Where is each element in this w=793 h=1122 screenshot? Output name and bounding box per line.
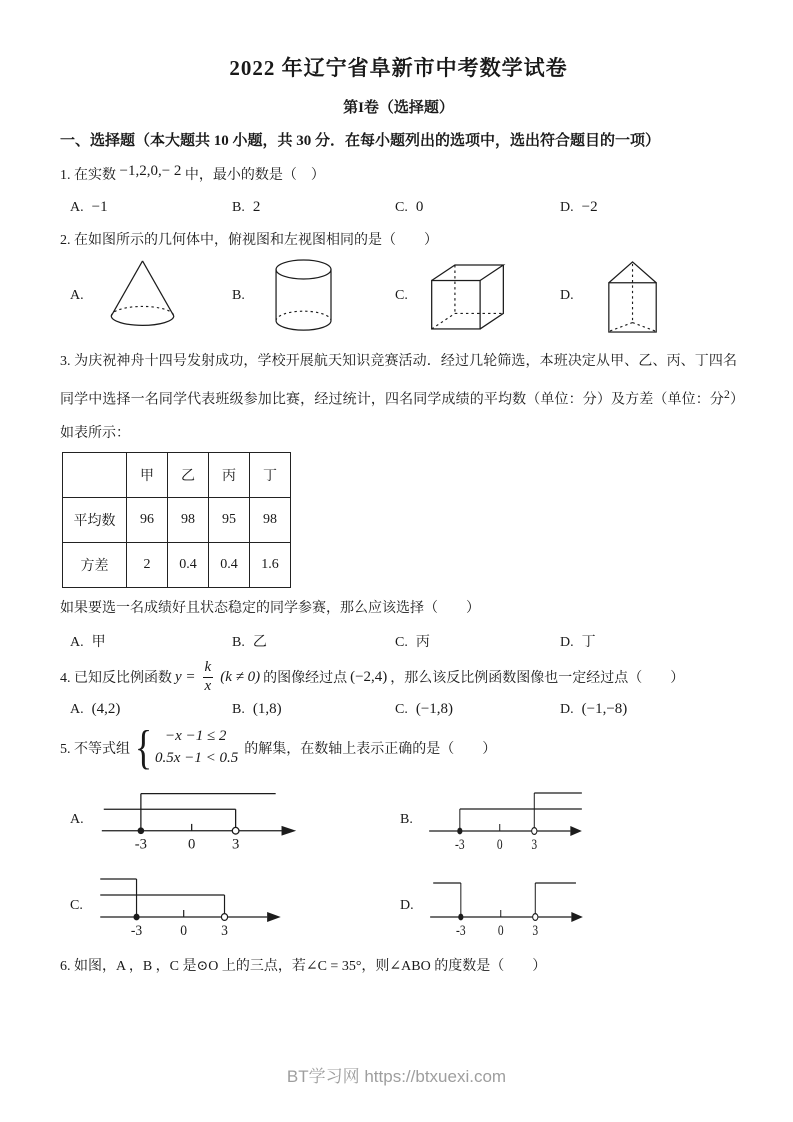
inequality-system <box>155 726 238 770</box>
q4-options <box>60 701 737 718</box>
svg-text:-3: -3 <box>130 922 143 939</box>
q4-suffix: ，那么该反比例函数图像也一定经过点（ ） <box>390 671 685 687</box>
q1-option-d: D. −2 <box>560 199 598 216</box>
q5-option-c: C. -3 0 3 <box>70 866 400 946</box>
svg-text:3: 3 <box>220 922 228 939</box>
table-row-mean <box>63 497 291 542</box>
cube-figure <box>422 254 514 339</box>
inequality-2: 0.5x −1 < 0.5 <box>155 749 239 766</box>
numberline-c <box>93 871 288 941</box>
table-header-ding: 丁 <box>250 452 291 497</box>
fraction-denominator: x <box>204 677 212 694</box>
svg-text:-3: -3 <box>454 835 465 853</box>
q5-numberline-options <box>60 780 737 946</box>
cylinder-figure <box>259 254 349 339</box>
q3-text-after: ）如表所示： <box>60 392 738 441</box>
question-4 <box>60 659 737 695</box>
q4-fraction <box>203 659 214 695</box>
svg-text:3: 3 <box>531 835 538 853</box>
q3-superscript: 2 <box>724 387 730 401</box>
q4-prefix: 4. 已知反比例函数 <box>60 671 172 687</box>
table-corner-cell <box>63 452 127 497</box>
numberline-d <box>424 871 589 941</box>
q2-option-c: C. <box>395 254 560 339</box>
q3-question-text: 如果要选一名成绩好且状态稳定的同学参赛，那么应该选择（ ） <box>60 600 480 616</box>
numberline-a <box>94 785 304 855</box>
table-cell: 0.4 <box>168 542 209 587</box>
q3-options <box>60 631 737 651</box>
q4-point: (−2,4) <box>350 668 388 685</box>
svg-text:-3: -3 <box>455 921 466 939</box>
q3-option-d: D. 丁 <box>560 635 596 651</box>
q1-math-expression: −1,2,0,− 2 <box>119 163 182 179</box>
q3-option-b: B. 乙 <box>232 635 267 651</box>
volume-subtitle: 第I卷（选择题） <box>343 100 454 116</box>
q1-suffix: 中，最小的数是（ ） <box>184 168 325 183</box>
row-label-variance: 方差 <box>63 542 127 587</box>
q2-figures <box>60 254 737 339</box>
svg-text:-3: -3 <box>134 836 147 853</box>
system-brace: { <box>134 720 153 774</box>
q4-option-c: C. (−1,8) <box>395 700 454 717</box>
table-cell: 95 <box>209 497 250 542</box>
q1-option-a: A. −1 <box>70 199 108 216</box>
q1-prefix: 1. 在实数 <box>60 168 116 183</box>
svg-text:0: 0 <box>187 836 195 853</box>
question-6: 6. 如图，A ，B ，C 是⊙O 上的三点，若∠C = 35°，则∠ABO 的度数是（ ） <box>60 958 547 974</box>
q2-option-a: A. <box>70 254 232 339</box>
table-header-row <box>63 452 291 497</box>
q2-option-d: D. <box>560 254 737 339</box>
table-header-jia: 甲 <box>127 452 168 497</box>
inequality-1: −x −1 ≤ 2 <box>165 728 227 745</box>
q5-suffix: 的解集，在数轴上表示正确的是（ ） <box>244 741 497 757</box>
q5-option-d: D. -3 0 3 <box>400 866 737 946</box>
svg-text:0: 0 <box>180 922 187 939</box>
question-2: 2. 在如图所示的几何体中，俯视图和左视图相同的是（ ） <box>60 233 438 249</box>
question-3 <box>60 345 737 450</box>
q4-option-b: B. (1,8) <box>232 700 282 717</box>
scores-table <box>62 452 291 588</box>
table-cell: 96 <box>127 497 168 542</box>
q4-condition: (k ≠ 0) <box>220 668 261 685</box>
q2-option-b: B. <box>232 254 395 339</box>
page-title: 2022 年辽宁省阜新市中考数学试卷 <box>229 56 568 80</box>
q3-option-a: A. 甲 <box>70 635 106 651</box>
q5-option-b: B. -3 0 3 <box>400 780 737 860</box>
q3-option-c: C. 丙 <box>395 635 430 651</box>
triangular-prism-figure <box>588 254 678 339</box>
q4-lhs: y = <box>175 668 196 685</box>
q1-option-b: B. 2 <box>232 199 261 216</box>
q4-mid: 的图像经过点 <box>263 671 348 687</box>
table-header-bing: 丙 <box>209 452 250 497</box>
table-cell: 1.6 <box>250 542 291 587</box>
q4-option-d: D. (−1,−8) <box>560 700 628 717</box>
svg-text:3: 3 <box>231 836 239 853</box>
table-cell: 98 <box>250 497 291 542</box>
numberline-b <box>423 785 588 855</box>
q1-option-c: C. 0 <box>395 199 424 216</box>
q5-option-a: A. -3 0 3 <box>70 780 400 860</box>
fraction-numerator: k <box>204 659 212 676</box>
question-1 <box>60 164 737 187</box>
svg-text:3: 3 <box>532 921 538 939</box>
svg-text:0: 0 <box>497 921 504 939</box>
section-header: 一、选择题（本大题共 10 小题，共 30 分．在每小题列出的选项中，选出符合题目的一项） <box>60 133 661 149</box>
table-cell: 98 <box>168 497 209 542</box>
row-label-mean: 平均数 <box>63 497 127 542</box>
table-header-yi: 乙 <box>168 452 209 497</box>
cone-figure <box>98 254 188 339</box>
svg-text:0: 0 <box>496 835 503 853</box>
question-5 <box>60 720 737 774</box>
q3-text: 3. 为庆祝神舟十四号发射成功，学校开展航天知识竞赛活动．经过几轮筛选，本班决定从甲、乙、丙、丁四名同学中选择一名同学代表班级参加比赛，经过统计，四名同学成绩的平均数（单位：分）及方差（单位：分 <box>60 353 737 408</box>
table-cell: 2 <box>127 542 168 587</box>
q5-prefix: 5. 不等式组 <box>60 741 130 757</box>
q1-options <box>60 199 737 216</box>
watermark-footer: BT学习网 https://btxuexi.com <box>286 1067 507 1086</box>
q4-option-a: A. (4,2) <box>70 700 121 717</box>
table-row-variance <box>63 542 291 587</box>
table-cell: 0.4 <box>209 542 250 587</box>
